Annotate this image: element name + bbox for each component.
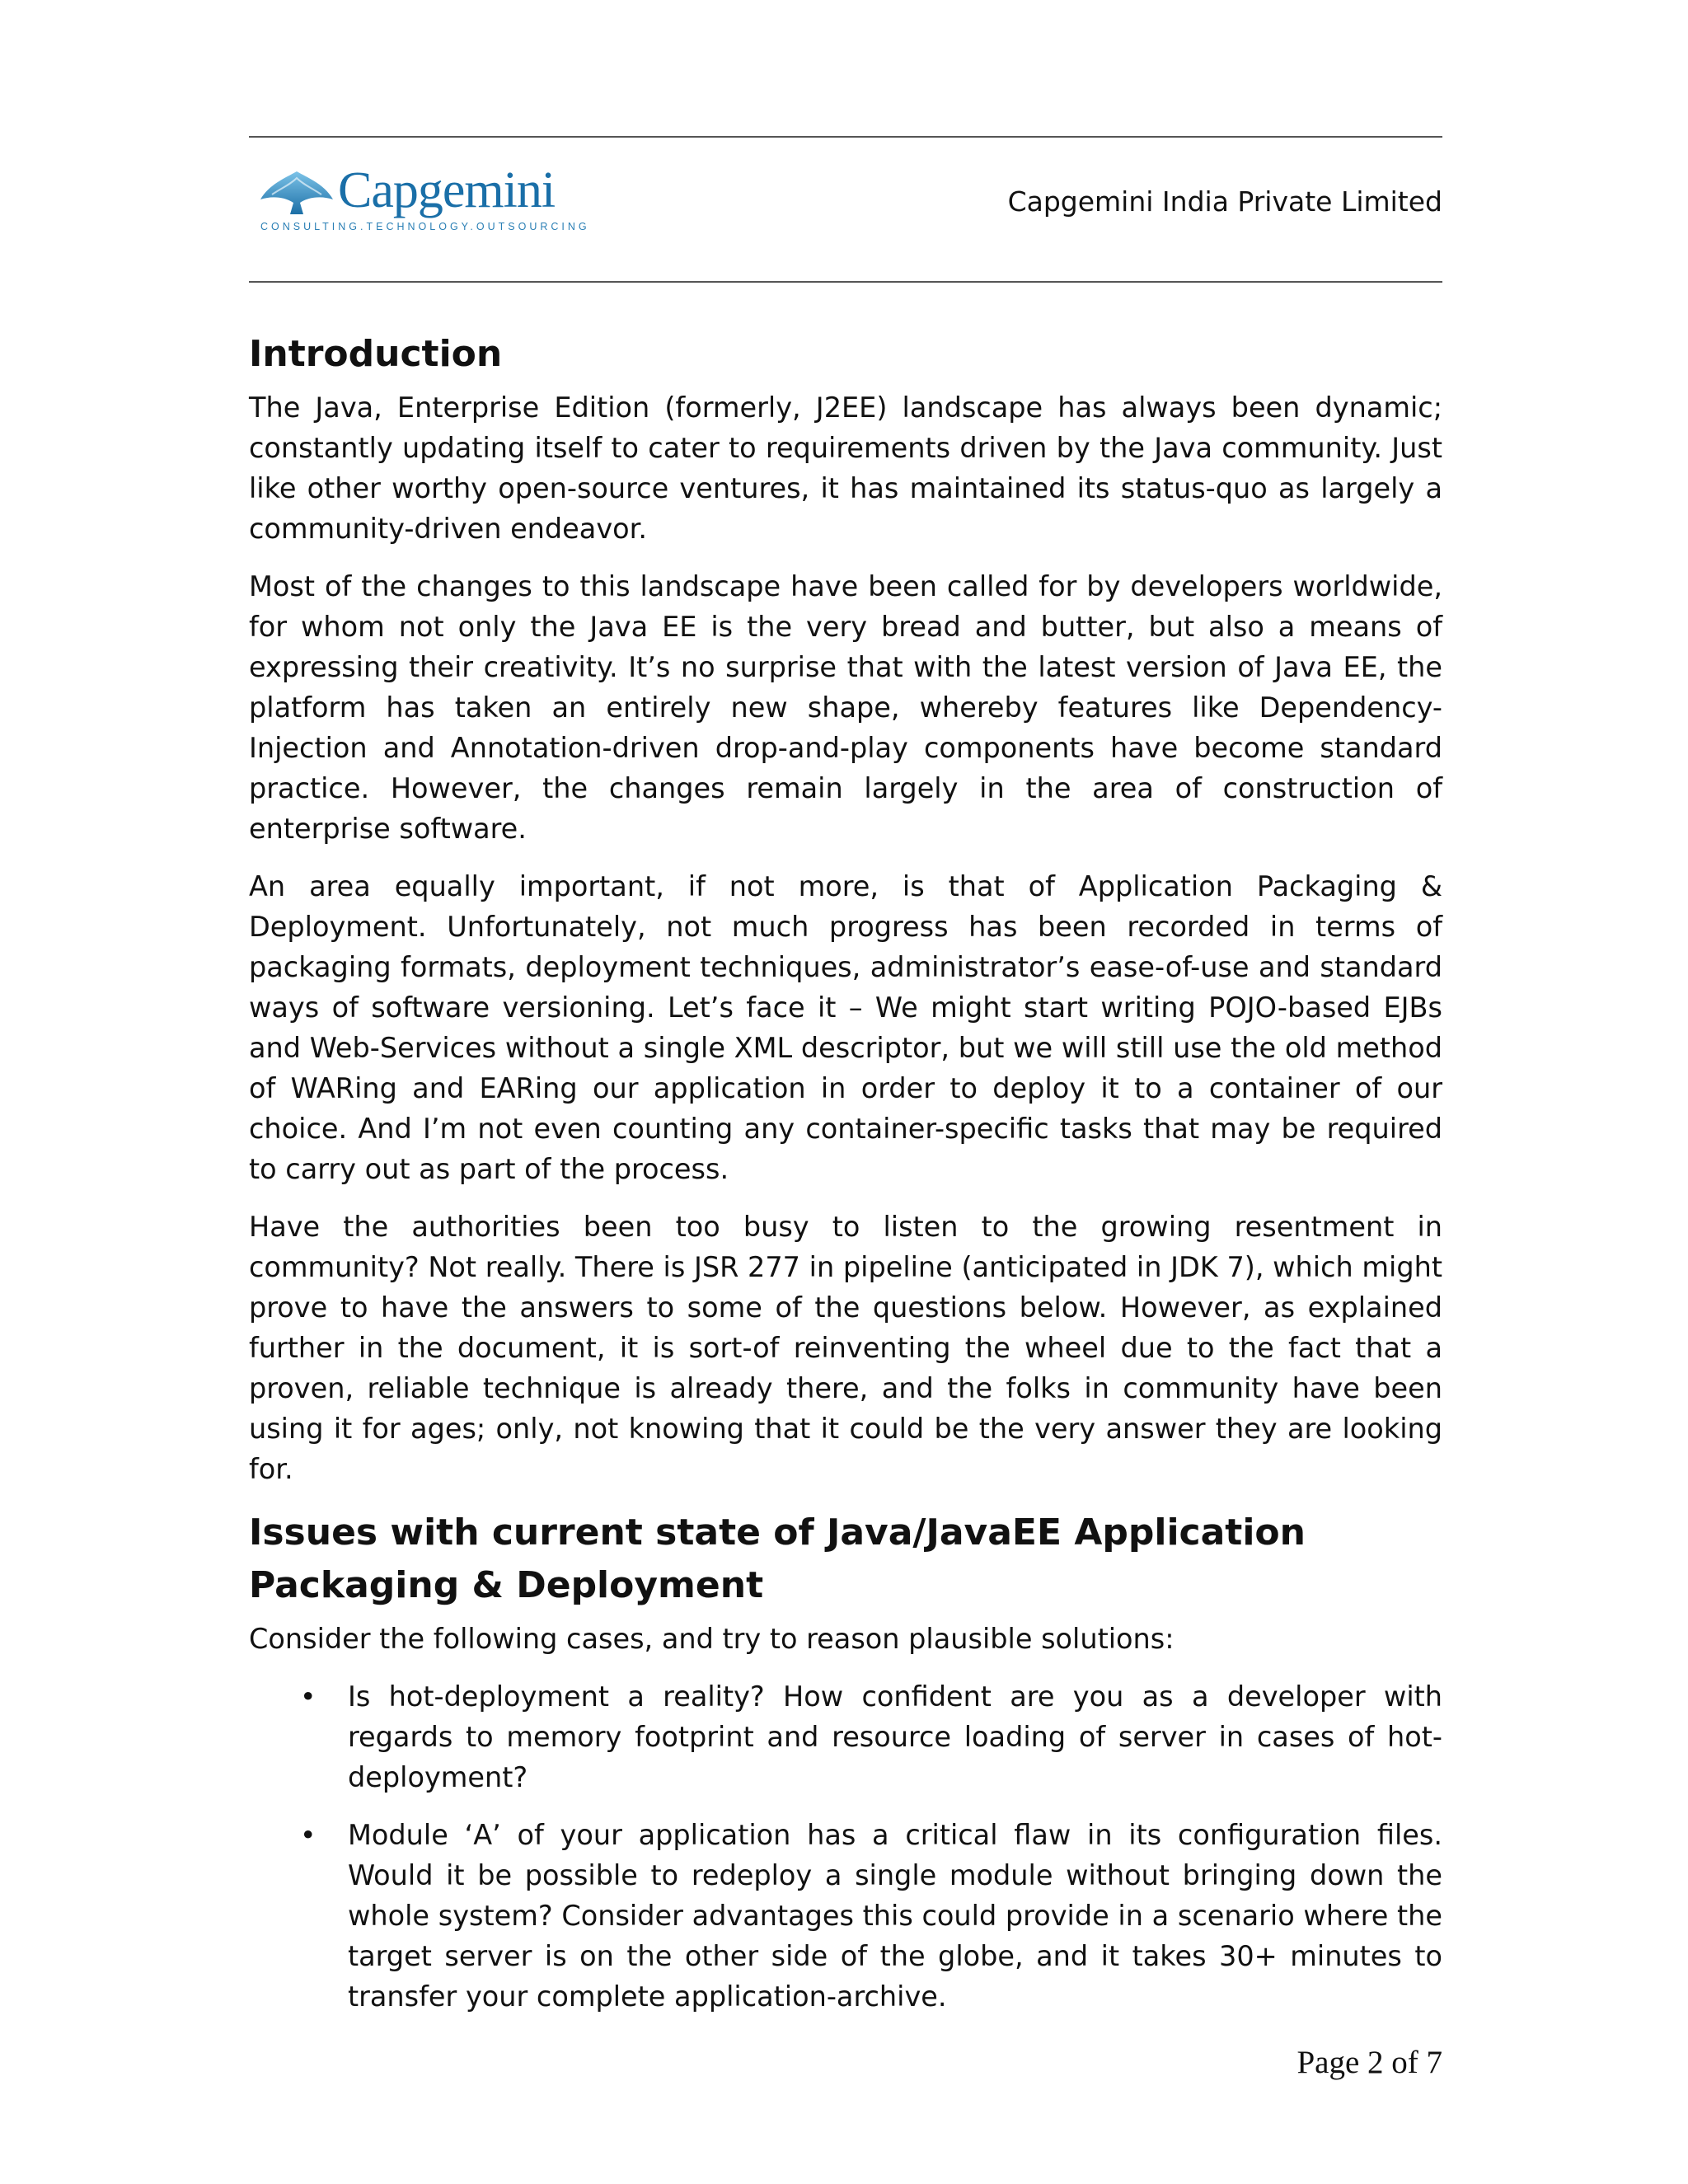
header-bottom-rule bbox=[249, 281, 1442, 283]
document-body bbox=[249, 328, 1442, 2034]
logo-tagline: CONSULTING.TECHNOLOGY.OUTSOURCING bbox=[260, 221, 590, 232]
paragraph: Have the authorities been too busy to listen to the growing resentment in community? Not really. There is JSR 277 in pipeline (anticipated in JDK 7), which might prove to have the answers to some of the questions below. However, as explained further in the document, it is sort-of reinventing the wheel due to the fact that a proven, reliable technique is already there, and the folks in community have been using it for ages; only, not knowing that it could be the very answer they are looking for. bbox=[249, 1211, 1442, 1485]
section-heading-introduction: Introduction bbox=[249, 333, 503, 375]
paragraph: The Java, Enterprise Edition (formerly, J2EE) landscape has always been dynamic; constantly updating itself to cater to requirements driven by the Java community. Just like other worthy open-source ventures, it has maintained its status-quo as largely a community-driven endeavor. bbox=[249, 391, 1442, 545]
page-number: Page 2 of 7 bbox=[1296, 2045, 1442, 2080]
company-name: Capgemini India Private Limited bbox=[1007, 185, 1442, 218]
list-item bbox=[249, 1815, 1442, 2017]
bullet-icon: • bbox=[300, 1680, 316, 1713]
capgemini-logo bbox=[257, 162, 590, 237]
issues-list bbox=[249, 1676, 1442, 2017]
logo-wordmark: Capgemini bbox=[338, 162, 556, 218]
spade-logo-icon bbox=[257, 166, 336, 219]
section-intro: Consider the following cases, and try to reason plausible solutions: bbox=[249, 1623, 1175, 1655]
section-heading-issues: Issues with current state of Java/JavaEE Application Packaging & Deployment bbox=[249, 1511, 1306, 1606]
header-top-rule bbox=[249, 136, 1442, 138]
bullet-icon: • bbox=[300, 1819, 316, 1851]
list-item bbox=[249, 1676, 1442, 1797]
paragraph: Most of the changes to this landscape have been called for by developers worldwide, for whom not only the Java EE is the very bread and butter, but also a means of expressing their creativity. It’s no surprise that with the latest version of Java EE, the platform has taken an entirely new shape, whereby features like Dependency-Injection and Annotation-driven drop-and-play components have become standard practice. However, the changes remain largely in the area of construction of enterprise software. bbox=[249, 570, 1442, 845]
list-item-text: Module ‘A’ of your application has a critical flaw in its configuration files. Would it be possible to redeploy a single module without bringing down the whole system? Consider advantages this could provide in a scenario where the target server is on the other side of the globe, and it takes 30+ minutes to transfer your complete application-archive. bbox=[348, 1819, 1442, 2013]
paragraph: An area equally important, if not more, is that of Application Packaging & Deployment. Unfortunately, not much progress has been recorded in terms of packaging formats, deployment techniques, administrator’s ease-of-use and standard ways of software versioning. Let’s face it – We might start writing POJO-based EJBs and Web-Services without a single XML descriptor, but we will still use the old method of WARing and EARing our application in order to deploy it to a container of our choice. And I’m not even counting any container-specific tasks that may be required to carry out as part of the process. bbox=[249, 870, 1442, 1185]
list-item-text: Is hot-deployment a reality? How confident are you as a developer with regards to memory footprint and resource loading of server in cases of hot-deployment? bbox=[348, 1680, 1442, 1793]
